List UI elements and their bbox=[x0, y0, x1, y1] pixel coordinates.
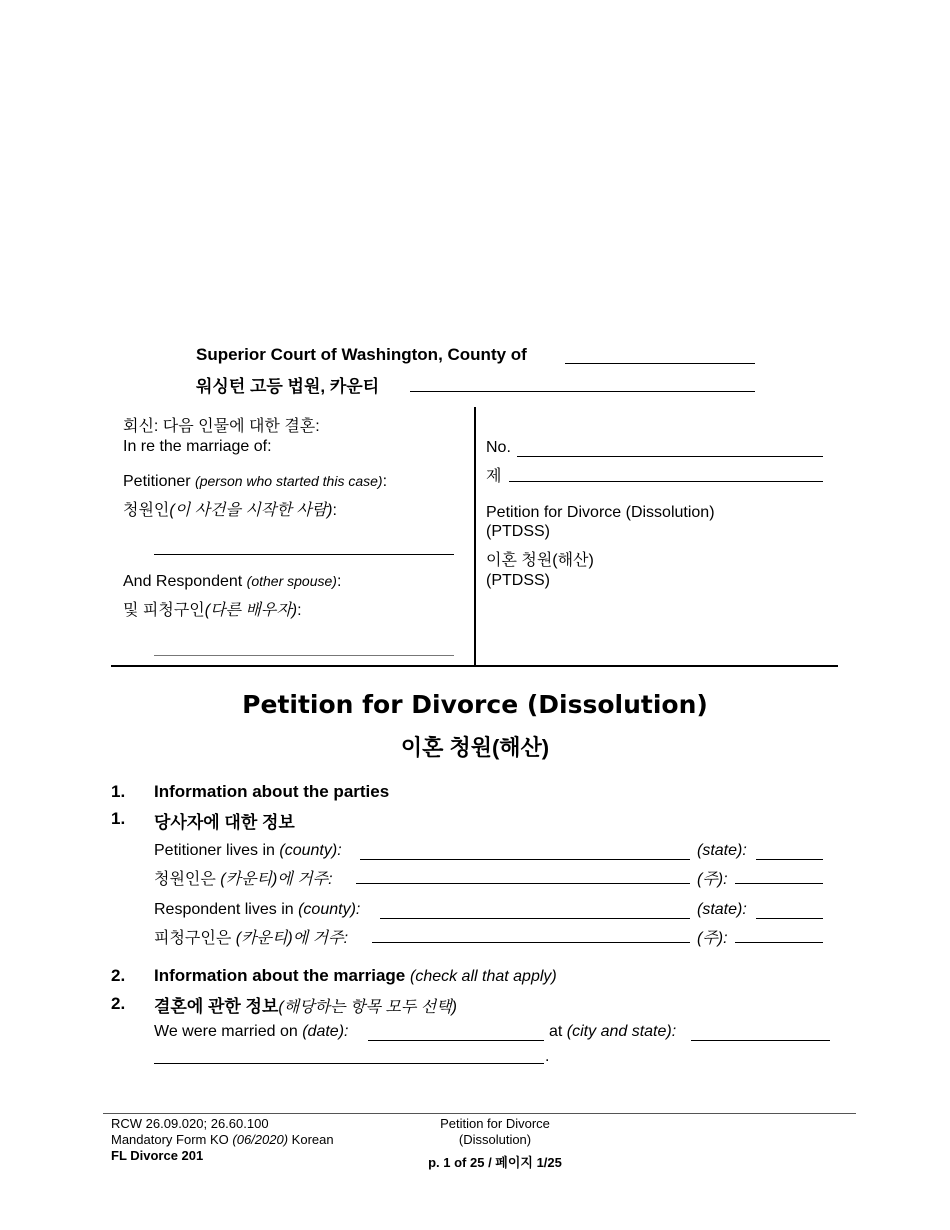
marriage-period: . bbox=[545, 1048, 550, 1065]
footer-rcw: RCW 26.09.020; 26.60.100 bbox=[111, 1116, 269, 1131]
form-code-1: (PTDSS) bbox=[486, 523, 550, 540]
county-field-ko[interactable] bbox=[410, 391, 755, 392]
petitioner-state-label-en: (state): bbox=[697, 842, 747, 859]
respondent-state-field-en[interactable] bbox=[756, 918, 823, 919]
page-title-en: Petition for Divorce (Dissolution) bbox=[242, 690, 708, 719]
footer-rule bbox=[103, 1113, 856, 1114]
respondent-state-field-ko[interactable] bbox=[735, 942, 823, 943]
section1-number-ko: 1. bbox=[111, 809, 126, 828]
case-no-label-ko: 제 bbox=[486, 468, 502, 485]
section2-title-ko: 결혼에 관한 정보(해당하는 항목 모두 선택) bbox=[154, 997, 457, 1016]
footer-mandatory: Mandatory Form KO (06/2020) Korean bbox=[111, 1132, 334, 1147]
petitioner-county-field-ko[interactable] bbox=[356, 883, 690, 884]
county-field-en[interactable] bbox=[565, 363, 755, 364]
marriage-date-field[interactable] bbox=[368, 1040, 544, 1041]
section2-number-ko: 2. bbox=[111, 994, 126, 1013]
page-title-ko: 이혼 청원(해산) bbox=[400, 735, 550, 760]
petitioner-state-field-ko[interactable] bbox=[735, 883, 823, 884]
caption-vertical-divider bbox=[474, 407, 476, 667]
petitioner-label-en: Petitioner (person who started this case): bbox=[123, 473, 388, 490]
marriage-place-label: at (city and state): bbox=[549, 1023, 677, 1040]
marriage-place-field[interactable] bbox=[691, 1040, 830, 1041]
marriage-place-field-line2[interactable] bbox=[154, 1063, 544, 1064]
caption-bottom-rule bbox=[111, 665, 838, 667]
respondent-state-label-en: (state): bbox=[697, 901, 747, 918]
footer-page-number: p. 1 of 25 / 페이지 1/25 bbox=[428, 1155, 562, 1170]
respondent-county-field-ko[interactable] bbox=[372, 942, 690, 943]
respondent-label-en: And Respondent (other spouse): bbox=[123, 573, 342, 590]
respondent-label-ko: 및 피청구인(다른 배우자): bbox=[123, 602, 302, 619]
petitioner-lives-en: Petitioner lives in (county): bbox=[154, 842, 342, 859]
case-no-label-en: No. bbox=[486, 439, 511, 456]
case-no-field-ko[interactable] bbox=[509, 481, 823, 482]
footer-center-title: Petition for Divorce bbox=[440, 1116, 550, 1131]
petitioner-lives-ko: 청원인은 (카운티)에 거주: bbox=[154, 871, 333, 888]
form-code-2: (PTDSS) bbox=[486, 572, 550, 589]
petitioner-name-field[interactable] bbox=[154, 554, 454, 555]
section2-number: 2. bbox=[111, 966, 126, 985]
footer-center-subtitle: (Dissolution) bbox=[458, 1132, 532, 1147]
case-no-field-en[interactable] bbox=[517, 456, 823, 457]
form-title-ko: 이혼 청원(해산) bbox=[486, 552, 594, 569]
petitioner-label-ko: 청원인(이 사건을 시작한 사람): bbox=[123, 502, 337, 519]
section1-title-en: Information about the parties bbox=[154, 782, 390, 801]
section1-title-ko: 당사자에 대한 정보 bbox=[154, 813, 295, 832]
section2-title-en: Information about the marriage (check all that apply) bbox=[154, 966, 557, 985]
court-title-ko: 워싱턴 고등 법원, 카운티 bbox=[196, 377, 380, 396]
respondent-lives-ko: 피청구인은 (카운티)에 거주: bbox=[154, 930, 349, 947]
respondent-county-field-en[interactable] bbox=[380, 918, 690, 919]
inre-en: In re the marriage of: bbox=[123, 438, 272, 455]
court-title-en: Superior Court of Washington, County of bbox=[196, 345, 527, 364]
footer-form-id: FL Divorce 201 bbox=[111, 1148, 204, 1163]
petitioner-state-field-en[interactable] bbox=[756, 859, 823, 860]
respondent-lives-en: Respondent lives in (county): bbox=[154, 901, 361, 918]
petitioner-county-field-en[interactable] bbox=[360, 859, 690, 860]
respondent-name-field[interactable] bbox=[154, 655, 454, 656]
form-title-en: Petition for Divorce (Dissolution) bbox=[486, 504, 715, 521]
section1-number: 1. bbox=[111, 782, 126, 801]
inre-ko: 회신: 다음 인물에 대한 결혼: bbox=[123, 418, 320, 435]
married-on-label: We were married on (date): bbox=[154, 1023, 349, 1040]
petitioner-state-label-ko: (주): bbox=[697, 871, 728, 888]
respondent-state-label-ko: (주): bbox=[697, 930, 728, 947]
